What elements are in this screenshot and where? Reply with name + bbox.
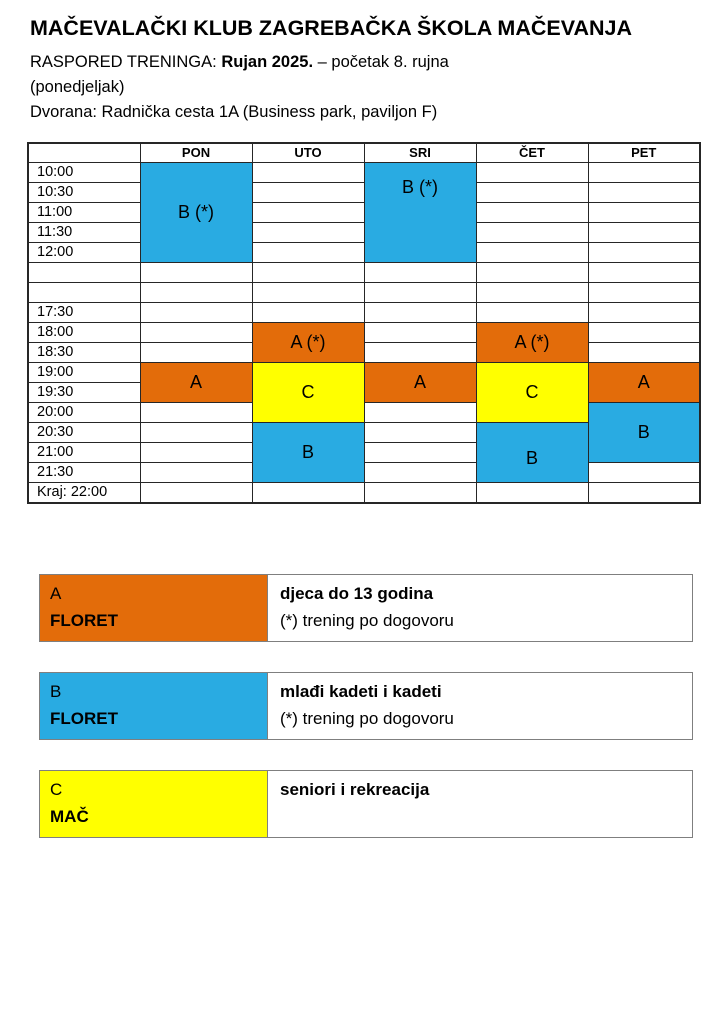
empty-cell: [588, 162, 700, 182]
time-cell: 21:30: [28, 462, 140, 482]
legend-weapon: FLORET: [50, 709, 118, 728]
time-cell: [28, 262, 140, 282]
empty-cell: [588, 322, 700, 342]
time-cell: 20:30: [28, 422, 140, 442]
empty-cell: [364, 262, 476, 282]
schedule-block-pet-b: B: [588, 402, 700, 462]
empty-cell: [476, 302, 588, 322]
time-cell: 17:30: [28, 302, 140, 322]
empty-cell: [476, 242, 588, 262]
legend-box-b: [39, 672, 693, 740]
schedule-block-sri-morning: B (*): [364, 162, 476, 262]
time-cell: 19:00: [28, 362, 140, 382]
time-cell-end: Kraj: 22:00: [28, 482, 140, 503]
schedule-month: Rujan 2025.: [221, 53, 314, 71]
time-cell: 21:00: [28, 442, 140, 462]
empty-cell: [140, 322, 252, 342]
empty-cell: [364, 302, 476, 322]
time-cell: 18:00: [28, 322, 140, 342]
empty-cell: [588, 182, 700, 202]
legend-code: A: [50, 584, 62, 603]
schedule-block-cet-evening-a: A (*): [476, 322, 588, 362]
empty-cell: [476, 482, 588, 503]
empty-cell: [140, 262, 252, 282]
schedule-block-pon-morning: B (*): [140, 162, 252, 262]
schedule-subtitle-line1: [30, 50, 702, 75]
empty-cell: [140, 402, 252, 422]
schedule-subtitle-line2: (ponedjeljak): [30, 78, 125, 96]
legend-code: B: [50, 682, 62, 701]
empty-cell: [364, 342, 476, 362]
day-header-pon: PON: [140, 143, 252, 162]
schedule-label: RASPORED TRENINGA:: [30, 53, 222, 71]
table-row: [28, 462, 700, 482]
empty-cell: [140, 282, 252, 302]
table-row-blank: [28, 282, 700, 302]
table-row-blank: [28, 262, 700, 282]
legend-box-c: [39, 770, 693, 838]
table-row: [28, 362, 700, 382]
empty-cell: [588, 282, 700, 302]
schedule-block-cet-c: C: [476, 362, 588, 422]
legend-weapon: MAČ: [50, 807, 89, 826]
empty-cell: [476, 262, 588, 282]
day-header-pet: PET: [588, 143, 700, 162]
legend-color-cell-b: [40, 673, 268, 739]
empty-cell: [252, 262, 364, 282]
empty-cell: [588, 242, 700, 262]
day-header-cet: ČET: [476, 143, 588, 162]
schedule-intro: [30, 50, 702, 125]
table-header-row: [28, 143, 700, 162]
empty-cell: [364, 462, 476, 482]
empty-cell: [364, 422, 476, 442]
empty-cell: [476, 202, 588, 222]
empty-cell: [588, 262, 700, 282]
empty-cell: [588, 202, 700, 222]
table-row: [28, 342, 700, 362]
table-row: [28, 302, 700, 322]
legend-note: (*) trening po dogovoru: [280, 709, 454, 728]
empty-cell: [476, 162, 588, 182]
time-cell: 10:00: [28, 162, 140, 182]
page-title: MAČEVALAČKI KLUB ZAGREBAČKA ŠKOLA MAČEVANJA: [30, 16, 632, 40]
time-column-header: [28, 143, 140, 162]
empty-cell: [588, 482, 700, 503]
time-cell: 20:00: [28, 402, 140, 422]
day-header-uto: UTO: [252, 143, 364, 162]
legend-description: seniori i rekreacija: [280, 780, 430, 799]
time-cell: [28, 282, 140, 302]
empty-cell: [252, 482, 364, 503]
empty-cell: [140, 462, 252, 482]
schedule-block-sri-a: A: [364, 362, 476, 402]
legend-text-cell: [268, 575, 692, 641]
legend-color-cell-c: [40, 771, 268, 837]
time-cell: 19:30: [28, 382, 140, 402]
empty-cell: [140, 302, 252, 322]
day-header-sri: SRI: [364, 143, 476, 162]
empty-cell: [252, 162, 364, 182]
time-cell: 10:30: [28, 182, 140, 202]
empty-cell: [588, 462, 700, 482]
empty-cell: [476, 282, 588, 302]
empty-cell: [252, 202, 364, 222]
empty-cell: [364, 402, 476, 422]
legend: [39, 574, 702, 838]
empty-cell: [588, 302, 700, 322]
venue-line: Dvorana: Radnička cesta 1A (Business park, paviljon F): [30, 103, 438, 121]
empty-cell: [140, 342, 252, 362]
legend-color-cell-a: [40, 575, 268, 641]
time-cell: 18:30: [28, 342, 140, 362]
schedule-block-pon-a: A: [140, 362, 252, 402]
empty-cell: [364, 282, 476, 302]
empty-cell: [364, 322, 476, 342]
time-cell: 12:00: [28, 242, 140, 262]
legend-description: djeca do 13 godina: [280, 584, 434, 603]
schedule-table: [27, 142, 701, 504]
legend-text-cell: [268, 673, 692, 739]
table-row-end: [28, 482, 700, 503]
empty-cell: [252, 222, 364, 242]
schedule-block-uto-evening-a: A (*): [252, 322, 364, 362]
legend-box-a: [39, 574, 693, 642]
legend-weapon: FLORET: [50, 611, 118, 630]
schedule-block-pet-a: A: [588, 362, 700, 402]
table-row: [28, 162, 700, 182]
schedule-start-note: – početak 8. rujna: [313, 53, 449, 71]
legend-code: C: [50, 780, 63, 799]
legend-text-cell: [268, 771, 692, 837]
empty-cell: [364, 442, 476, 462]
empty-cell: [252, 282, 364, 302]
time-cell: 11:30: [28, 222, 140, 242]
empty-cell: [140, 442, 252, 462]
empty-cell: [588, 342, 700, 362]
empty-cell: [140, 422, 252, 442]
time-cell: 11:00: [28, 202, 140, 222]
empty-cell: [588, 222, 700, 242]
legend-note: (*) trening po dogovoru: [280, 611, 454, 630]
table-row: [28, 402, 700, 422]
schedule-block-uto-c: C: [252, 362, 364, 422]
empty-cell: [476, 182, 588, 202]
empty-cell: [476, 222, 588, 242]
empty-cell: [140, 482, 252, 503]
empty-cell: [252, 302, 364, 322]
legend-description: mlađi kadeti i kadeti: [280, 682, 442, 701]
schedule-block-uto-b: B: [252, 422, 364, 482]
empty-cell: [252, 242, 364, 262]
table-row: [28, 322, 700, 342]
empty-cell: [252, 182, 364, 202]
schedule-block-cet-b: B: [476, 422, 588, 482]
empty-cell: [364, 482, 476, 503]
